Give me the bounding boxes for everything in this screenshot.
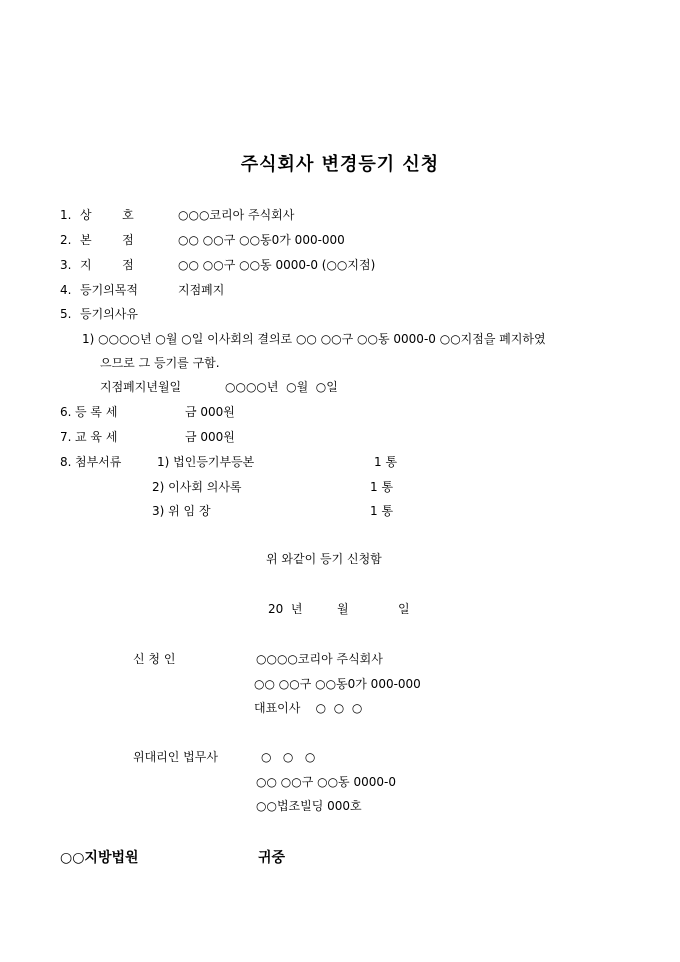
agent-label: 위대리인 법무사 [133, 750, 218, 764]
item-1-value: ○○○코리아 주식회사 [178, 208, 295, 222]
closing-date-value: ○○○○년 ○월 ○일 [225, 380, 338, 394]
agent-building: ○○법조빌딩 000호 [256, 799, 362, 813]
item-6-value: 금 000원 [185, 405, 235, 419]
document-title: 주식회사 변경등기 신청 [240, 154, 440, 175]
item-4-number: 4. [60, 283, 72, 297]
item-2-number: 2. [60, 233, 72, 247]
item-1-number: 1. [60, 208, 72, 222]
attachment-2-count: 1 통 [370, 480, 394, 494]
attachment-3-name: 3) 위 임 장 [152, 504, 211, 518]
closing-date-label: 지점폐지년월일 [100, 380, 182, 394]
date-month: 월 [337, 602, 349, 616]
item-8-number: 8. [60, 455, 72, 469]
item-7-value: 금 000원 [185, 430, 235, 444]
applicant-address: ○○ ○○구 ○○동0가 000-000 [254, 677, 421, 691]
date-year: 20 년 [268, 602, 303, 616]
item-4-value: 지점폐지 [178, 283, 225, 297]
item-2-value: ○○ ○○구 ○○동0가 000-000 [178, 233, 345, 247]
applicant-representative: 대표이사 ○ ○ ○ [254, 701, 363, 715]
date-day: 일 [398, 602, 410, 616]
item-7-label: 교 육 세 [75, 430, 118, 444]
item-6-number: 6. [60, 405, 72, 419]
item-4-label: 등기의목적 [80, 283, 138, 297]
item-7-number: 7. [60, 430, 72, 444]
attachment-1-name: 1) 법인등기부등본 [157, 455, 255, 469]
item-3-value: ○○ ○○구 ○○동 0000-0 (○○지점) [178, 258, 376, 272]
statement-text: 위 와같이 등기 신청함 [266, 552, 382, 566]
reason-line-1: 1) ○○○○년 ○월 ○일 이사회의 결의로 ○○ ○○구 ○○동 0000-0 ○○지점을 폐지하였 [82, 332, 546, 346]
item-5-number: 5. [60, 307, 72, 321]
item-5-label: 등기의사유 [80, 307, 138, 321]
court-suffix: 귀중 [258, 850, 286, 866]
agent-name: ○ ○ ○ [261, 750, 316, 764]
item-2-label: 본 점 [80, 233, 134, 247]
attachment-1-count: 1 통 [374, 455, 398, 469]
agent-address: ○○ ○○구 ○○동 0000-0 [256, 775, 396, 789]
attachment-2-name: 2) 이사회 의사록 [152, 480, 242, 494]
reason-line-2: 으므로 그 등기를 구함. [100, 356, 220, 370]
applicant-label: 신 청 인 [133, 652, 176, 666]
item-8-label: 첨부서류 [75, 455, 122, 469]
item-3-number: 3. [60, 258, 72, 272]
applicant-name: ○○○○코리아 주식회사 [256, 652, 383, 666]
item-3-label: 지 점 [80, 258, 134, 272]
item-1-label: 상 호 [80, 208, 134, 222]
item-6-label: 등 록 세 [75, 405, 118, 419]
attachment-3-count: 1 통 [370, 504, 394, 518]
court-name: ○○지방법원 [60, 850, 139, 866]
